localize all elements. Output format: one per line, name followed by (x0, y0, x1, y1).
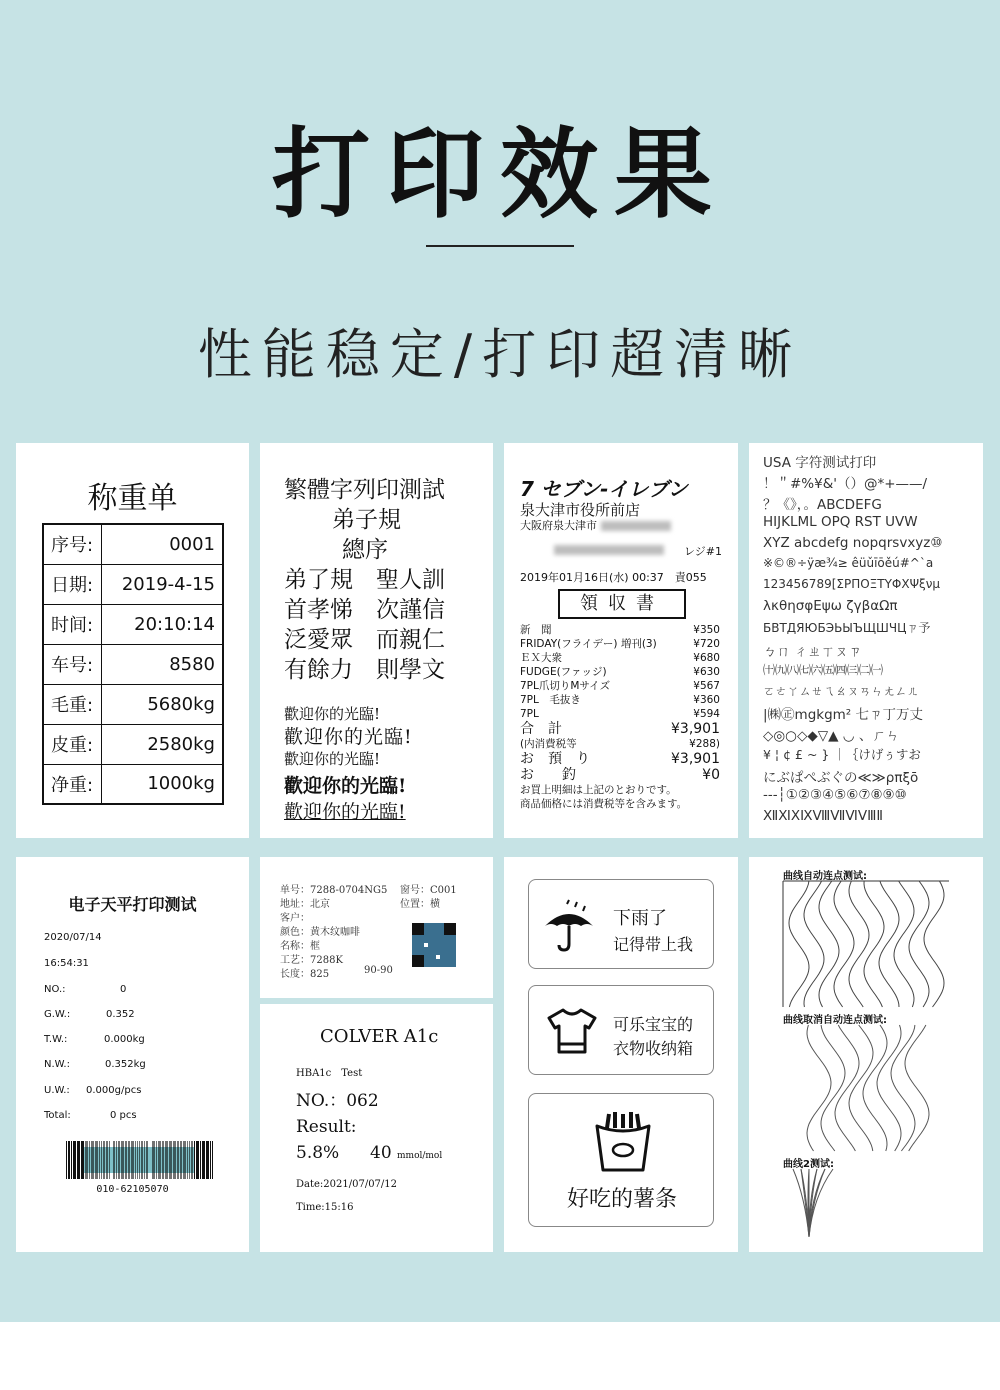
table-row (43, 524, 223, 564)
item-name: 7PL (520, 708, 539, 720)
table-row (43, 604, 223, 644)
order-label-sample (260, 857, 493, 998)
colver-test: HBA1c Test (296, 1068, 363, 1079)
receipt-sample (504, 443, 738, 838)
charset-line: ※©®÷ÿæ¾≥ êüǔīōěú#^`a (763, 556, 934, 570)
note-text: お買上明細は上記のとおりです。 (520, 784, 677, 796)
table-row (43, 684, 223, 724)
trad-line: 首孝悌 次謹信 (284, 597, 445, 623)
trad-line: 弟了規 聖人訓 (284, 567, 445, 593)
fries-text: 好吃的薯条 (566, 1187, 677, 1212)
clothes-text-1: 可乐宝宝的 (613, 1015, 694, 1034)
trad-line: 泛愛眾 而親仁 (284, 627, 445, 653)
row-value: 0.352 (106, 1009, 135, 1020)
rain-text-1: 下雨了 (613, 908, 667, 929)
charset-line: ㄛㄜㄚㄙㄝㄟㄠㄡㄢㄣㄤㄥㄦ (763, 684, 920, 698)
row-key: 日期: (43, 564, 101, 604)
scale-time: 16:54:31 (44, 958, 89, 969)
total-label: 合 計 (520, 721, 562, 737)
receipt-date: 2019年01月16日(水) 00:37 責055 (520, 571, 707, 584)
tax-label: (内消費税等 (520, 738, 577, 750)
row-key: 皮重: (43, 724, 101, 764)
item-name: FRIDAY(フライデー) 増刊(3) (520, 638, 657, 650)
store-address (520, 517, 671, 533)
row-key: 车号: (43, 644, 101, 684)
welcome-line: 歡迎你的光臨! (284, 775, 407, 797)
item-name: 7PL 毛抜き (520, 694, 581, 706)
charset-line: λκθησφΕψω ζγβαΩπ (763, 598, 898, 614)
order-line: 位置：横 (400, 899, 440, 910)
charset-line: ！＂#%¥&'（）@*+——/ (763, 476, 928, 492)
total-row (520, 721, 720, 737)
row-value: 0.000g/pcs (86, 1085, 142, 1096)
change-value: ¥0 (702, 767, 720, 783)
weighing-sheet-sample (16, 443, 249, 838)
row-key: 毛重: (43, 684, 101, 724)
redacted (554, 545, 664, 555)
welcome-line: 歡迎你的光臨! (284, 726, 413, 748)
row-key: 净重: (43, 764, 101, 804)
store-name: 泉大津市役所前店 (520, 501, 641, 519)
row-value: 0.352kg (105, 1059, 146, 1070)
brand-name: セブン-イレブン (540, 477, 688, 501)
curve-test-sample (749, 857, 983, 1252)
charset-line: ◇◎○◇◆▽▲ ◡ 、ㄏㄣ (763, 728, 900, 744)
item-price: ¥594 (693, 708, 720, 720)
paid-value: ¥3,901 (671, 751, 720, 767)
order-line: 90-90 (364, 965, 393, 976)
item-price: ¥680 (693, 652, 720, 664)
charset-line: ⅫⅪⅩⅨⅧⅦⅥⅤⅢⅡ (763, 808, 884, 824)
fries-label (528, 1093, 714, 1227)
charset-line: ---┆①②③④⑤⑥⑦⑧⑨⑩ (763, 787, 907, 803)
barcode-text: 010-62105070 (96, 1184, 169, 1195)
row-value: 5680kg (101, 684, 223, 724)
tshirt-icon (547, 1006, 597, 1056)
order-line: 客户： (280, 913, 310, 924)
colver-value-2: 40 (370, 1143, 392, 1163)
umbrella-icon (541, 898, 597, 954)
welcome-line: 歡迎你的光臨! (284, 705, 381, 723)
title-divider (426, 245, 574, 247)
fries-icon (593, 1110, 653, 1172)
address-text: 大阪府泉大津市 (520, 519, 597, 532)
charset-line: ㈩㈨㈧㈦㈥㈤㈣㈢㈡㈠ (763, 663, 884, 677)
item-name: ＥＸ大衆 (520, 652, 562, 664)
table-row (43, 724, 223, 764)
row-value: 0001 (101, 524, 223, 564)
table-row (43, 564, 223, 604)
seven-logo-icon: 7 (520, 477, 534, 501)
rain-label (528, 879, 714, 969)
table-row (43, 764, 223, 804)
list-item (520, 651, 720, 665)
colver-unit: mmol/mol (397, 1151, 443, 1161)
paid-row (520, 751, 720, 767)
item-name: 7PL爪切りMサイズ (520, 680, 611, 692)
charset-line: ㄅㄇ ㄔㄓㄒㄡㄗ (763, 644, 862, 660)
charset-line: HIJKLML OPQ RST UVW (763, 514, 918, 530)
trad-line: 總序 (342, 537, 388, 563)
weighing-table (42, 523, 224, 805)
row-key: G.W.: (44, 1009, 71, 1020)
welcome-line: 歡迎你的光臨! (284, 750, 381, 768)
row-value: 1000kg (101, 764, 223, 804)
barcode-icon (64, 1141, 214, 1179)
page-subtitle: 性能稳定/打印超清晰 (197, 323, 803, 386)
tax-value: ¥288) (689, 738, 720, 750)
charset-line: 123456789[ΣΡΠΟΞΤΥΦΧΨξνμ (763, 577, 941, 591)
row-key: NO.: (44, 984, 66, 995)
change-label: お 釣 (520, 767, 576, 783)
row-value: 8580 (101, 644, 223, 684)
receipt-note (520, 783, 720, 797)
row-value: 20:10:14 (101, 604, 223, 644)
clothes-label (528, 985, 714, 1075)
colver-date: Date:2021/07/07/12 (296, 1179, 398, 1190)
row-key: 时间: (43, 604, 101, 644)
row-value: 0 pcs (110, 1110, 137, 1121)
colver-title: COLVER A1c (320, 1026, 439, 1047)
row-key: Total: (44, 1110, 71, 1121)
item-price: ¥567 (693, 680, 720, 692)
phone-redacted (554, 543, 664, 556)
colver-result: Result: (296, 1117, 357, 1137)
trad-line: 弟子規 (332, 507, 401, 533)
traditional-text-sample (260, 443, 493, 838)
scale-sample (16, 857, 249, 1252)
colver-sample (260, 1004, 493, 1252)
charset-sample (749, 443, 983, 838)
table-row (43, 644, 223, 684)
list-item (520, 707, 720, 721)
charset-line: にぶぱぺぶぐの≪≫ρπξō (763, 770, 919, 786)
list-item (520, 693, 720, 707)
item-price: ¥720 (693, 638, 720, 650)
item-name: 新 聞 (520, 624, 552, 636)
row-key: T.W.: (44, 1034, 68, 1045)
row-key: U.W.: (44, 1085, 70, 1096)
row-value: 0 (120, 984, 127, 995)
curve-lines-icon (749, 857, 983, 1252)
total-value: ¥3,901 (671, 721, 720, 737)
receipt-box: 領収書 (558, 589, 686, 619)
weighing-title: 称重单 (87, 481, 178, 516)
curve-label-3: 曲线2测试: (783, 1159, 834, 1170)
clothes-text-2: 衣物收纳箱 (613, 1039, 694, 1058)
charset-line: БВТДЯЮБЭЬЫЪЩШЧЦㄗ予 (763, 621, 931, 635)
colver-no: NO.：062 (296, 1091, 379, 1111)
item-price: ¥630 (693, 666, 720, 678)
receipt-note (520, 797, 720, 811)
list-item (520, 679, 720, 693)
paid-label: お 預 り (520, 751, 590, 767)
tax-row (520, 737, 720, 751)
change-row (520, 767, 720, 783)
list-item (520, 637, 720, 651)
note-text: 商品価格には消費税等を含みます。 (520, 798, 688, 810)
row-value: 0.000kg (104, 1034, 145, 1045)
order-line: 单号：7288-0704NG5 (280, 885, 388, 896)
row-value: 2580kg (101, 724, 223, 764)
order-line: 窗号：C001 (400, 885, 457, 896)
scale-date: 2020/07/14 (44, 932, 102, 943)
welcome-line: 歡迎你的光臨! (284, 801, 406, 823)
charset-line: USA 字符测试打印 (763, 455, 877, 471)
charset-line: ？《》，。ABCDEFG (763, 497, 882, 513)
order-line: 工艺：7288K (280, 955, 343, 966)
rain-text-2: 记得带上我 (613, 935, 694, 954)
receipt-items (520, 623, 720, 811)
redacted (601, 521, 671, 531)
charset-line: XYZ abcdefg nopqrsvxyz⑩ (763, 535, 943, 551)
curve-label-1: 曲线自动连点测试: (783, 871, 867, 882)
label-samples (504, 857, 738, 1252)
page-title: 打印效果 (271, 118, 728, 232)
row-value: 2019-4-15 (101, 564, 223, 604)
list-item (520, 665, 720, 679)
order-line: 名称：框 (280, 941, 320, 952)
colver-time: Time:15:16 (296, 1202, 354, 1213)
order-line: 地址：北京 (280, 899, 330, 910)
qr-code-icon (412, 923, 456, 967)
row-key: N.W.: (44, 1059, 70, 1070)
charset-line: |㈱㊣mgkgm² 七ㄗ丁万丈 (763, 707, 924, 723)
list-item (520, 623, 720, 637)
curve-label-2: 曲线取消自动连点测试: (783, 1015, 887, 1026)
order-line: 长度：825 (280, 969, 330, 980)
register-no: レジ#1 (684, 545, 722, 558)
charset-line: ¥ ¦ ¢ £ ~ } ｜｛けげぅすお (763, 747, 921, 762)
trad-line: 有餘力 則學文 (284, 657, 445, 683)
scale-title: 电子天平打印测试 (68, 895, 197, 914)
order-line: 颜色：黄木纹咖啡 (280, 927, 360, 938)
row-key: 序号: (43, 524, 101, 564)
colver-value-1: 5.8% (296, 1143, 340, 1163)
item-name: FUDGE(ファッジ) (520, 666, 607, 678)
item-price: ¥360 (693, 694, 720, 706)
item-price: ¥350 (693, 624, 720, 636)
trad-line: 繁體字列印測試 (284, 477, 445, 503)
store-brand (520, 473, 688, 502)
